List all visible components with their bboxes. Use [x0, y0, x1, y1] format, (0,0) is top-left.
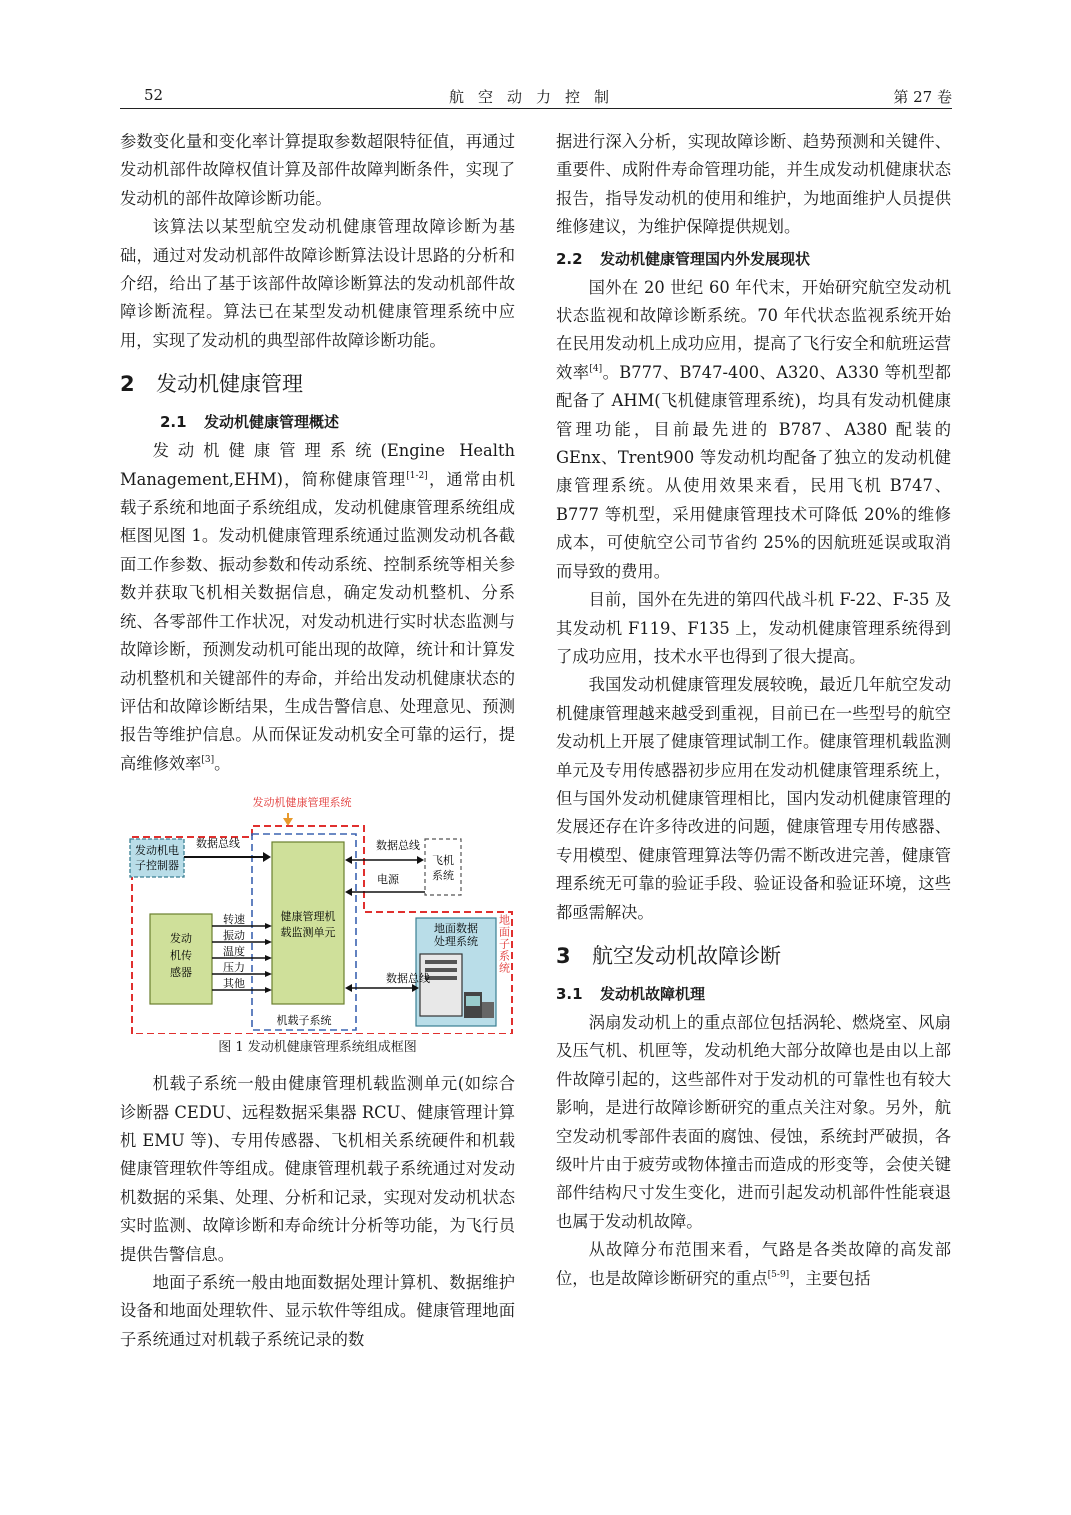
arrowhead: [345, 856, 352, 864]
arrowhead: [265, 955, 272, 961]
sensor-label: 感器: [170, 966, 192, 980]
text-span: 。: [214, 753, 231, 773]
citation: [5-9]: [767, 1269, 790, 1280]
paragraph: 据进行深入分析，实现故障诊断、趋势预测和关键件、重要件、成附件寿命管理功能，并生成发动机健康状态报告，指导发动机的使用和维护，为地面维护人员提供维修建议，为维护保障提供规划。: [556, 132, 951, 237]
data-bus-label: 数据总线: [376, 839, 420, 853]
ground-subsystem-text: 地面子系统: [497, 914, 511, 975]
citation: [1-2]: [406, 470, 428, 481]
paragraph: 机载子系统一般由健康管理机载监测单元(如综合诊断器 CEDU、远程数据采集器 RCU、健康管理计算机 EMU 等)、专用传感器、飞机相关系统硬件和机载健康管理软件等组成。健康管理机载子系统通过对发动机数据的采集、处理、分析和记录，实现对发动机状态实时监测、故障诊断和寿命统计分析等功能，为飞行员提供告警信息。: [120, 1074, 515, 1264]
subsection-number: 2.2: [556, 249, 583, 268]
arrowhead: [345, 984, 352, 992]
ehm-unit-box: [272, 842, 344, 1004]
section-title: 航空发动机故障诊断: [592, 943, 781, 968]
text-span: ，主要包括: [789, 1268, 871, 1288]
signal-label: 转速: [223, 913, 245, 927]
figure-1: [120, 784, 515, 1034]
text-span: 从故障分布范围来看，气路是各类故障的高发部位，也是故障诊断研究的重点: [556, 1240, 951, 1288]
citation: [4]: [589, 363, 603, 374]
subsection-title: 发动机健康管理概述: [204, 413, 340, 432]
paragraph: 参数变化量和变化率计算提取参数超限特征值，再通过发动机部件故障权值计算及部件故障判断条件，实现了发动机的部件故障诊断功能。: [120, 132, 515, 208]
arrowhead: [265, 939, 272, 945]
paragraph: [556, 1236, 951, 1293]
section-title: 发动机健康管理: [156, 372, 303, 397]
title-arrowhead: [283, 818, 293, 826]
signal-lines: [212, 912, 272, 993]
power-label: 电源: [377, 873, 399, 887]
paragraph: 地面子系统一般由地面数据处理计算机、数据维护设备和地面处理软件、显示软件等组成。健康管理地面子系统通过对机载子系统记录的数: [120, 1272, 515, 1349]
paragraph: [120, 437, 515, 778]
text-span: 。B777、B747-400、A320、A330 等机型都配备了 AHM(飞机健康管理系统)，均具有发动机健康管理功能，目前最先进的 B787、A380 配装的 GEnx、Trent900 等发动机均配备了独立的发动机健康管理系统。从使用效果来看，民用飞机 B747、B777 等机型，采用健康管理技术可降低 20%的维修成本，可使航空公司节省约 25%的因航班延误或取消而导致的费用。: [556, 362, 951, 581]
right-column: [556, 128, 951, 1293]
header-rule: [120, 108, 952, 109]
paragraph: [556, 274, 951, 586]
left-column: [120, 128, 515, 1354]
paragraph: 该算法以某型航空发动机健康管理故障诊断为基础，通过对发动机部件故障诊断算法设计思路的分析和介绍，给出了基于该部件故障诊断算法的发动机部件故障诊断流程。算法已在某型发动机健康管理系统中应用，实现了发动机的典型部件故障诊断功能。: [120, 217, 515, 350]
arrowhead: [417, 856, 424, 864]
subsection-title: 发动机故障机理: [600, 984, 706, 1003]
section-number: 3: [556, 943, 571, 968]
signal-label: 压力: [223, 961, 245, 975]
ground-subsystem-label: [498, 913, 511, 974]
subsection-heading: [556, 246, 951, 272]
arrowhead: [265, 987, 272, 993]
subsection-heading: [120, 409, 515, 435]
signal-label: 振动: [223, 929, 245, 943]
figure-caption: 图 1 发动机健康管理系统组成框图: [218, 1040, 417, 1056]
volume-label: 第 27 卷: [893, 88, 952, 106]
signal-label: 温度: [223, 945, 245, 959]
section-heading: [556, 941, 951, 971]
section-heading: [120, 369, 515, 399]
paragraph: 目前，国外在先进的第四代战斗机 F-22、F-35 及其发动机 F119、F135 上，发动机健康管理系统得到了成功应用，技术水平也得到了很大提高。: [556, 590, 951, 666]
figure-title: 发动机健康管理系统: [252, 796, 352, 810]
subsection-heading: [556, 981, 951, 1007]
arrowhead: [345, 888, 352, 896]
ground-system-label: 地面数据: [434, 922, 478, 936]
paragraph: 涡扇发动机上的重点部位包括涡轮、燃烧室、风扇及压气机、机匣等，发动机绝大部分故障也是由以上部件故障引起的，这些部件对于发动机的可靠性也有较大影响，是进行故障诊断研究的重点关注对象。另外，航空发动机零部件表面的腐蚀、侵蚀，系统封严破损，各级叶片由于疲劳或物体撞击而造成的形变等，会使关键部件结构尺寸发生变化，进而引起发动机部件性能衰退也属于发动机故障。: [556, 1012, 951, 1231]
aircraft-system-box: [425, 839, 461, 895]
eec-label: 子控制器: [135, 859, 179, 873]
signal-label: 其他: [223, 977, 245, 991]
text-span: 发动机健康管理系统(Engine Health Management,EHM)，简称健康管理: [120, 441, 515, 489]
data-bus-label: 数据总线: [386, 972, 430, 986]
aircraft-label: 飞机: [432, 854, 454, 868]
page-header: [120, 84, 952, 108]
arrowhead: [265, 923, 272, 929]
data-bus-label: 数据总线: [196, 837, 240, 851]
paragraph: 我国发动机健康管理发展较晚，最近几年航空发动机健康管理越来越受到重视，目前已在一些型号的航空发动机上开展了健康管理试制工作。健康管理机载监测单元及专用传感器初步应用在发动机健康管理系统上，但与国外发动机健康管理相比，国内发动机健康管理的发展还存在许多待改进的问题，健康管理专用传感器、专用模型、健康管理算法等仍需不断改进完善，健康管理系统无可靠的验证手段、验证设备和验证环境，这些都亟需解决。: [556, 675, 951, 922]
arrowhead: [265, 971, 272, 977]
ehm-unit-label: 健康管理机: [280, 910, 336, 924]
subsection-number: 3.1: [556, 984, 583, 1003]
ehm-unit-label: 载监测单元: [280, 926, 336, 940]
arrowhead: [263, 852, 271, 862]
text-span: 国外在 20 世纪 60 年代末，开始研究航空发动机状态监视和故障诊断系统。70 年代状态监视系统开始在民用发动机上成功应用，提高了飞行安全和航班运营效率: [556, 277, 951, 382]
sensor-label: 发动: [170, 932, 192, 946]
sensor-label: 机传: [170, 949, 192, 963]
page-number: 52: [144, 86, 164, 104]
text-span: ，通常由机载子系统和地面子系统组成，发动机健康管理系统组成框图见图 1。发动机健康管理系统通过监测发动机各截面工作参数、振动参数和传动系统、控制系统等相关参数并获取飞机相关数据信息，确定发动机整机、分系统、各零部件工作状况，对发动机进行实时状态监测与故障诊断，预测发动机可能出现的故障，统计和计算发动机整机和关键部件的寿命，并给出发动机健康状态的评估和故障诊断结果，生成告警信息、处理意见、预测报告等维护信息。从而保证发动机安全可靠的运行，提高维修效率: [120, 469, 515, 773]
aircraft-label: 系统: [432, 869, 454, 883]
ehm-block-diagram: [120, 784, 515, 1034]
ground-system-label: 处理系统: [434, 935, 478, 949]
subsection-title: 发动机健康管理国内外发展现状: [600, 249, 811, 268]
citation: [3]: [201, 754, 215, 765]
eec-label: 发动机电: [135, 844, 179, 858]
journal-title: 航空动力控制: [448, 88, 623, 106]
onboard-label: 机载子系统: [276, 1014, 332, 1028]
section-number: 2: [120, 372, 135, 397]
subsection-number: 2.1: [160, 413, 187, 432]
